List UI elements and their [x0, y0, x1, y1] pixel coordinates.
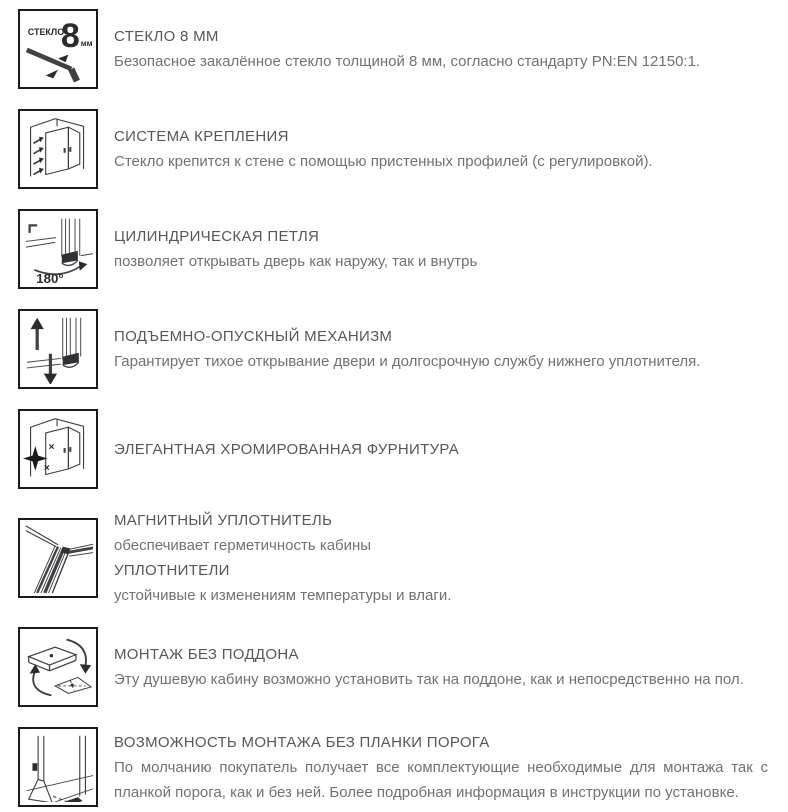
feature-description: позволяет открывать дверь как наружу, так и внутрь: [114, 253, 478, 270]
glass-thickness-value: 8: [60, 17, 80, 56]
feature-row-cylindrical-hinge: [18, 208, 770, 290]
no-tray-installation-icon: [18, 627, 98, 707]
feature-text: [114, 437, 770, 462]
feature-title: СИСТЕМА КРЕПЛЕНИЯ: [114, 128, 289, 145]
feature-row-magnetic-seal: [18, 508, 770, 608]
feature-text: [114, 124, 770, 174]
magnetic-seal-icon: [18, 518, 98, 598]
feature-title-secondary: УПЛОТНИТЕЛИ: [114, 562, 230, 579]
glass-thickness-unit: мм: [80, 39, 93, 49]
feature-row-lift-mechanism: [18, 308, 770, 390]
cylindrical-hinge-icon: [18, 209, 98, 289]
feature-title: МАГНИТНЫЙ УПЛОТНИТЕЛЬ: [114, 512, 333, 529]
feature-row-no-threshold-strip: [18, 726, 770, 808]
feature-text: [114, 24, 770, 74]
feature-description: Эту душевую кабину возможно установить так на поддоне, как и непосредственно на пол.: [114, 671, 744, 688]
feature-row-chrome-hardware: [18, 408, 770, 490]
hinge-angle-label: 180°: [36, 271, 64, 284]
feature-title: МОНТАЖ БЕЗ ПОДДОНА: [114, 646, 299, 663]
feature-text: [114, 508, 770, 608]
feature-description: обеспечивает герметичность кабины: [114, 537, 372, 554]
no-threshold-strip-icon: [18, 727, 98, 807]
feature-text: [114, 730, 770, 805]
feature-text: [114, 642, 770, 692]
feature-title: ЭЛЕГАНТНАЯ ХРОМИРОВАННАЯ ФУРНИТУРА: [114, 440, 460, 458]
svg-text:×: ×: [43, 462, 50, 474]
feature-description-secondary: устойчивые к изменениям температуры и влаги.: [114, 587, 452, 604]
feature-text: [114, 324, 770, 374]
feature-title: СТЕКЛО 8 ММ: [114, 28, 219, 45]
feature-description: По молчанию покупатель получает все комплектующие необходимые для монтажа так с планкой порога, как и без ней. Более подробная информация в инструкции по установке.: [114, 758, 768, 801]
feature-row-no-tray: [18, 626, 770, 708]
glass-label: СТЕКЛО: [27, 26, 65, 37]
chrome-hardware-icon: [18, 409, 98, 489]
svg-text:×: ×: [48, 441, 55, 453]
feature-description: Стекло крепится к стене с помощью пристенных профилей (с регулировкой).: [114, 153, 653, 170]
mounting-system-icon: [18, 109, 98, 189]
glass-8mm-icon: [18, 9, 98, 89]
lift-lower-mechanism-icon: [18, 309, 98, 389]
feature-description: Гарантирует тихое открывание двери и долгосрочную службу нижнего уплотнителя.: [114, 353, 701, 370]
feature-description: Безопасное закалённое стекло толщиной 8 мм, согласно стандарту PN:EN 12150:1.: [114, 53, 701, 70]
feature-text: [114, 224, 770, 274]
feature-title: ПОДЪЕМНО-ОПУСКНЫЙ МЕХАНИЗМ: [114, 328, 393, 345]
feature-title: ВОЗМОЖНОСТЬ МОНТАЖА БЕЗ ПЛАНКИ ПОРОГА: [114, 733, 490, 751]
feature-row-glass-8mm: [18, 8, 770, 90]
feature-row-mounting-system: [18, 108, 770, 190]
feature-title: ЦИЛИНДРИЧЕСКАЯ ПЕТЛЯ: [114, 228, 320, 245]
